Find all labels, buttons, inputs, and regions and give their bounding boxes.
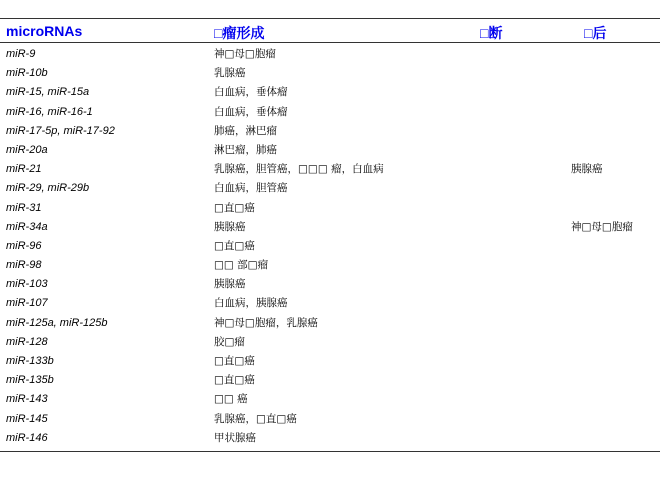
table-row [0,83,660,102]
table-row [0,294,660,313]
mirna-cell: miR-20a [6,143,48,156]
mirna-cell: miR-128 [6,335,48,348]
mirna-cell: miR-16, miR-16-1 [6,105,93,118]
table-row [0,141,660,160]
mirna-cell: miR-103 [6,278,48,291]
header-diagnosis: □断 [480,25,503,41]
tumorigenesis-cell: 乳腺癌，胆管癌，□□□ 瘤，白血病 [214,163,384,176]
tumorigenesis-cell: 乳腺癌，□直□癌 [214,412,297,425]
tumorigenesis-cell: 胶□瘤 [214,335,245,348]
table-row [0,237,660,256]
tumorigenesis-cell: □直□癌 [214,239,255,252]
tumorigenesis-cell: □直□癌 [214,201,255,214]
mirna-cell: miR-135b [6,374,54,387]
header-prognosis: □后 [584,25,607,41]
table-row [0,429,660,448]
mirna-cell: miR-145 [6,412,48,425]
table-row [0,45,660,64]
mirna-cell: miR-107 [6,297,48,310]
tumorigenesis-cell: 甲状腺癌 [214,431,256,444]
table-row [0,103,660,122]
mirna-cell: miR-146 [6,431,48,444]
mirna-cell: miR-31 [6,201,42,214]
tumorigenesis-cell: □直□癌 [214,355,255,367]
table-row [0,314,660,333]
mirna-cell: miR-17-5p, miR-17-92 [6,124,115,137]
tumorigenesis-cell: 胰腺癌 [214,220,246,233]
mirna-cell: miR-125a, miR-125b [6,316,108,329]
mirna-cell: miR-9 [6,48,36,60]
table-body [0,43,660,451]
mirna-cell: miR-34a [6,220,48,233]
table-row [0,179,660,198]
tumorigenesis-cell: 胰腺癌 [214,278,246,291]
table-row [0,352,660,371]
tumorigenesis-cell: 白血病，胆管癌 [214,182,288,195]
mirna-cell: miR-133b [6,355,54,367]
mirna-cell: miR-29, miR-29b [6,182,90,195]
header-tumorigenesis: □瘤形成 [214,25,265,41]
tumorigenesis-cell: 白血病，垂体瘤 [214,105,288,118]
table-row [0,218,660,237]
tumorigenesis-cell: 白血病，胰腺癌 [214,297,288,310]
table-row [0,122,660,141]
mirna-cell: miR-143 [6,393,48,406]
tumorigenesis-cell: 肺癌，淋巴瘤 [214,124,277,137]
table-row [0,333,660,352]
mirna-cell: miR-96 [6,239,42,252]
tumorigenesis-cell: □□ 癌 [214,393,248,406]
tumorigenesis-cell: 乳腺癌 [214,67,246,80]
mirna-cell: miR-10b [6,67,48,80]
tumorigenesis-cell: 白血病，垂体瘤 [214,86,288,99]
table-header-row [0,19,660,42]
tumorigenesis-cell: □□ 部□瘤 [214,259,269,272]
tumorigenesis-cell: 淋巴瘤，肺癌 [214,143,277,156]
prognosis-cell: 神□母□胞瘤 [571,220,633,233]
table-row [0,390,660,409]
table-bottom-rule [0,451,660,452]
tumorigenesis-cell: □直□癌 [214,374,255,387]
table-row [0,275,660,294]
table-row [0,160,660,179]
mirna-table [0,18,660,452]
table-row [0,199,660,218]
tumorigenesis-cell: 神□母□胞瘤，乳腺癌 [214,316,318,329]
prognosis-cell: 胰腺癌 [571,163,603,176]
mirna-cell: miR-21 [6,163,42,176]
mirna-cell: miR-98 [6,259,42,272]
table-row [0,371,660,390]
table-row [0,410,660,429]
header-mirnas: microRNAs [6,23,83,39]
tumorigenesis-cell: 神□母□胞瘤 [214,48,276,60]
table-row [0,64,660,83]
table-row [0,256,660,275]
mirna-cell: miR-15, miR-15a [6,86,90,99]
